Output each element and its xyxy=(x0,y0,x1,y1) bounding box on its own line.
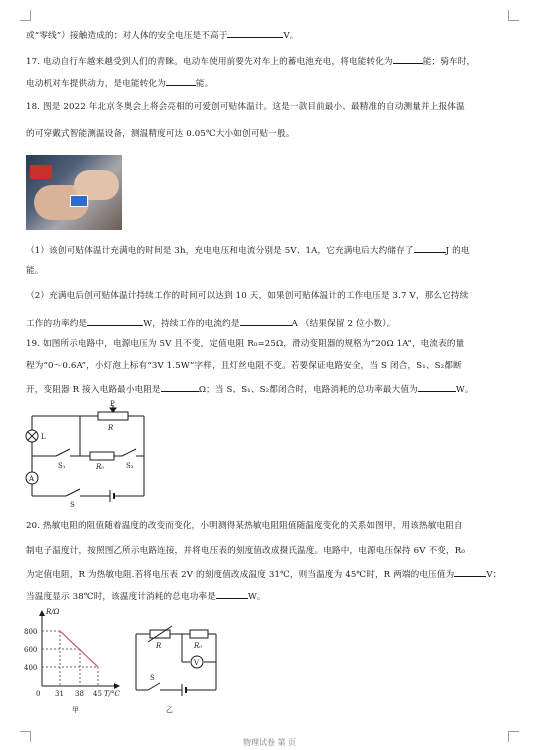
q18-part1-line-2: 能。 xyxy=(26,266,44,276)
answer-blank[interactable] xyxy=(166,76,196,86)
q18-line-2: 的可穿戴式智能测温设备，测温精度可达 0.05℃大小如创可贴一般。 xyxy=(26,129,295,139)
q17-line-1: 17. 电动自行车越来越受到人们的青睐。电动车使用前要先对车上的蓄电池充电，将电能转化为 能；骑车时， xyxy=(26,54,517,68)
answer-blank[interactable] xyxy=(227,28,283,38)
answer-blank[interactable] xyxy=(454,567,486,577)
q19-line-1: 19. 如图所示电路中，电源电压为 5V 且不变，定值电阻 R₀=25Ω，滑动变阻器的规格为“20Ω 1A”，电流表的量 xyxy=(26,339,465,349)
graph-origin: 0 xyxy=(36,690,41,698)
band-aid-thermometer-photo xyxy=(26,155,122,230)
graph-x-tick: 38 xyxy=(75,690,84,698)
label-V: V xyxy=(194,659,200,667)
label-L: L xyxy=(41,433,46,441)
label-R: R xyxy=(156,642,162,650)
graph-x-label: T/°C xyxy=(104,690,120,698)
label-R0: R₀ xyxy=(96,463,105,471)
q18-part1-line: （1）该创可贴体温计充满电的时间是 3h，充电电压和电流分别是 5V、1A，它充满电后大约储存了 J 的电 xyxy=(26,243,517,257)
label-R0: R₀ xyxy=(194,642,203,650)
q18-line-1: 18. 图是 2022 年北京冬奥会上将会亮相的可爱创可贴体温计。这是一款目前最小、最精准的自动测量并上报体温 xyxy=(26,102,465,112)
graph-caption: 甲 xyxy=(72,706,79,714)
page-footer: 物理试卷 第 页 xyxy=(242,738,297,747)
graph-y-tick: 800 xyxy=(24,628,38,636)
q19-line-2: 程为“0～0.6A”，小灯泡上标有“3V 1.5W”字样，且灯丝电阻不变。若要保证电路安全，当 S 闭合，S₁、S₂都断 xyxy=(26,361,462,371)
graph-y-tick: 600 xyxy=(24,646,38,654)
label-S2: S₂ xyxy=(126,462,134,470)
circuit-caption: 乙 xyxy=(166,706,173,714)
crop-mark-top-left xyxy=(20,10,31,21)
thermometer-circuit-diagram xyxy=(126,612,226,718)
answer-blank[interactable] xyxy=(87,316,143,326)
q20-line-1: 20. 热敏电阻的阻值随着温度的改变而变化，小明测得某热敏电阻阻值随温度变化的关系如图甲，用该热敏电阻自 xyxy=(26,521,463,531)
graph-y-tick: 400 xyxy=(24,664,38,672)
label-A: A xyxy=(29,475,35,483)
label-S1: S₁ xyxy=(58,462,66,470)
graph-x-tick: 45 xyxy=(93,690,102,698)
q19-line-3: 开，变阻器 R 接入电路最小电阻是 Ω；当 S、S₁、S₂都闭合时，电路消耗的总功率最大值为 W。 xyxy=(26,382,517,396)
resistance-temperature-graph xyxy=(22,604,126,716)
q16-tail-line: 或“零线”）接触造成的；对人体的安全电压是不高于 V。 xyxy=(26,28,517,42)
label-S: S xyxy=(70,501,75,508)
answer-blank[interactable] xyxy=(414,243,446,253)
graph-x-tick: 31 xyxy=(55,690,64,698)
photo-red-card xyxy=(30,165,52,179)
graph-y-label: R/Ω xyxy=(46,608,60,616)
crop-mark-top-right xyxy=(508,10,519,21)
answer-blank[interactable] xyxy=(216,589,248,599)
resistance-curve xyxy=(60,631,98,667)
q17-line-2: 电动机对车提供动力，是电能转化为 能。 xyxy=(26,76,517,90)
label-P: P xyxy=(110,400,115,408)
photo-thermometer-patch xyxy=(70,195,88,207)
answer-blank[interactable] xyxy=(393,54,423,64)
q18-part2-line-1: （2）充满电后创可贴体温计持续工作的时间可以达到 10 天，如果创可贴体温计的工作电压是 3.7 V，那么它持续 xyxy=(26,291,469,301)
q20-line-3: 为定值电阻，R 为热敏电阻.若将电压表 2V 的刻度值改成温度 31℃，则当温度为 45℃时，R 两端的电压值为 V； xyxy=(26,567,517,581)
label-R: R xyxy=(108,424,114,432)
q20-line-4: 当温度显示 38℃时，该温度计消耗的总电功率是 W。 xyxy=(26,589,517,603)
answer-blank[interactable] xyxy=(240,316,292,326)
answer-blank[interactable] xyxy=(418,382,456,392)
q20-line-2: 制电子温度计，按照图乙所示电路连接，并将电压表的刻度值改成摄氏温度。电路中，电源电压保持 6V 不变，R₀ xyxy=(26,546,465,556)
q19-circuit-diagram xyxy=(22,400,162,508)
q18-part2-line-2: 工作的功率约是 W，持续工作的电流约是 A （结果保留 2 位小数）。 xyxy=(26,316,517,330)
label-S: S xyxy=(150,674,155,682)
answer-blank[interactable] xyxy=(161,382,199,392)
